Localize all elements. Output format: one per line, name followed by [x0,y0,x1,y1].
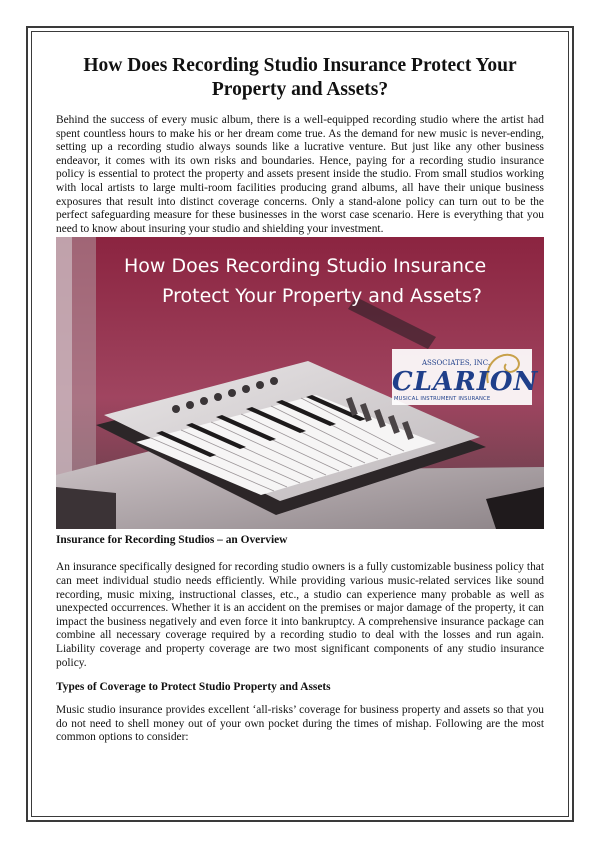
hero-line-2: Protect Your Property and Assets? [162,285,482,308]
overview-paragraph: An insurance specifically designed for recording studio owners is a fully customizable business policy that can meet individual studio needs efficiently. While providing various music-related services like sound recording, music mixing, instructional classes, etc., a studio can experience many probable as well as unexpected occurrences. Whether it is an accident on the premises or major damage of the property, it can impact the business negatively and even force it into bankruptcy. A comprehensive insurance package can combine all necessary coverage required by a recording studio to deal with the losses and run again. Liability coverage and property coverage are two most significant components of any studio insurance policy. [56,561,544,669]
clarion-logo [392,349,539,405]
coverage-paragraph: Music studio insurance provides excellent ‘all-risks’ coverage for business property and assets so that you do not need to shell money out of your own pocket during the times of mishap. Following are the most common options to consider: [56,704,544,744]
logo-tagline: MUSICAL INSTRUMENT INSURANCE [394,396,491,403]
section-heading-overview: Insurance for Recording Studios – an Overview [56,534,288,547]
hero-headline [96,251,536,311]
document-content [56,54,544,745]
intro-paragraph: Behind the success of every music album, there is a well-equipped recording studio where the artist had spent countless hours to make his or her dream come true. As the demand for new music is never-ending, setting up a recording studio always sounds like a lucrative venture. But just like any other business endeavor, it comes with its own risks and boundaries. Hence, paying for a recording studio insurance policy is essential to protect the property and assets present inside the studio. From small studios working with local artists to large multi-room facilities producing grand albums, all have their unique business exposures that result into distinct coverage concerns. Only a stand-alone policy can turn out to be the perfect safeguarding measure for these businesses in the worst case scenario. Here is everything that you need to know about insuring your studio and shielding your investment. [56,114,544,235]
hero-line-1: How Does Recording Studio Insurance [124,255,487,278]
section-heading-coverage-types: Types of Coverage to Protect Studio Property and Assets [56,681,331,694]
hero-image [56,237,544,529]
document-title: How Does Recording Studio Insurance Protect Your Property and Assets? [83,55,517,100]
logo-associates-text: ASSOCIATES, INC. [422,359,491,368]
logo-wordmark: CLARION [392,367,539,398]
